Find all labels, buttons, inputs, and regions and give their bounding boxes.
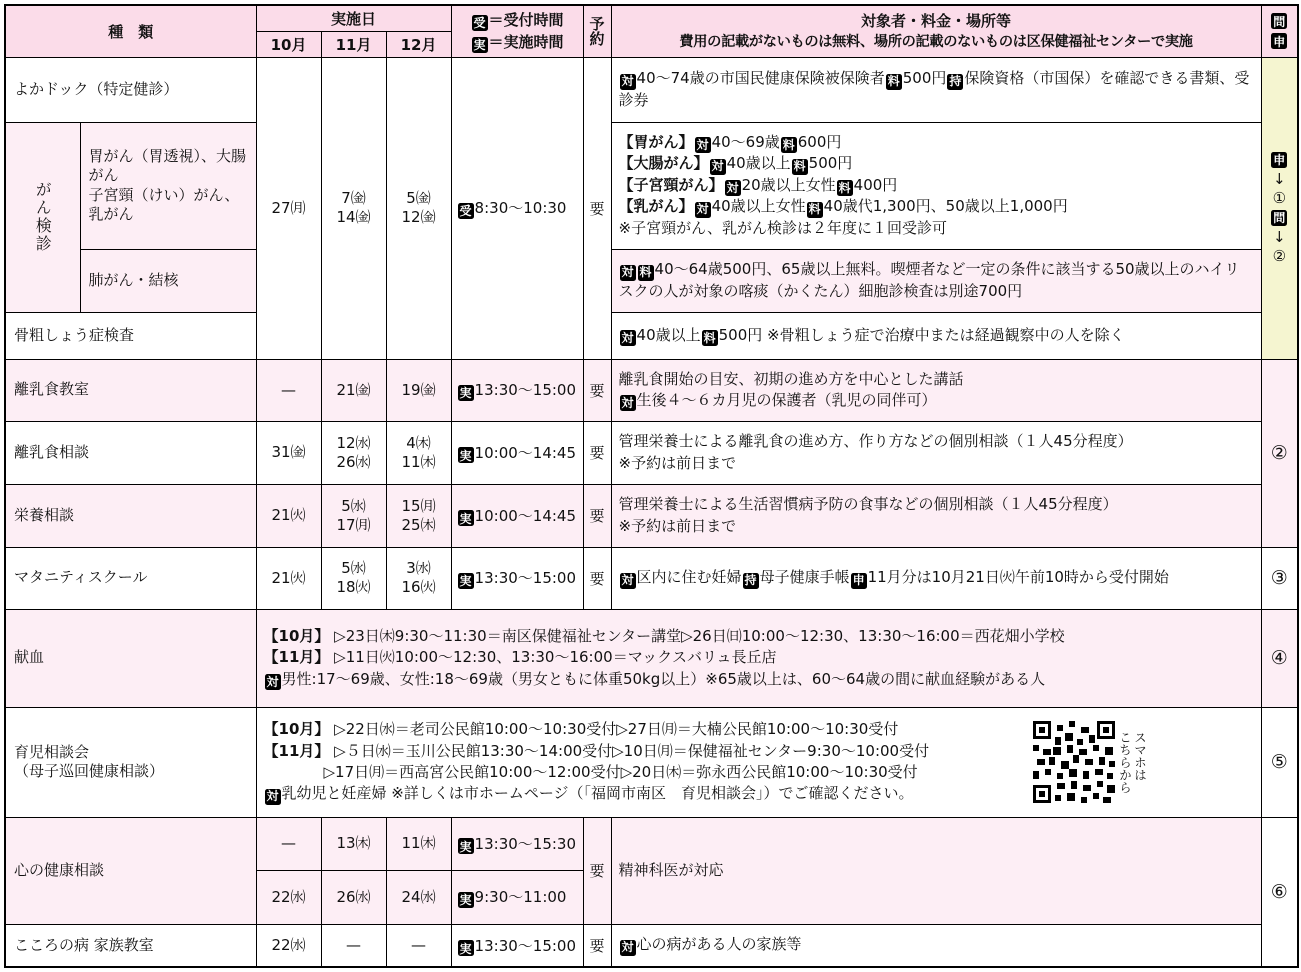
row-yokadock bbox=[5, 57, 1298, 122]
mental-health-b-oct: 22㈬ bbox=[256, 870, 321, 924]
mental-health-label: 心の健康相談 bbox=[5, 817, 256, 924]
header-type-col: 種 類 bbox=[5, 5, 256, 57]
family-class-oct: 22㈬ bbox=[256, 924, 321, 967]
cancer-stomach-label: 胃がん（胃透視）、大腸がん 子宮頸（けい）がん、乳がん bbox=[80, 122, 256, 249]
babyfood-consult-oct: 31㈮ bbox=[256, 421, 321, 484]
cancer-group-label: がん検診 bbox=[5, 122, 80, 312]
cancer-lung-label: 肺がん・結核 bbox=[80, 249, 256, 312]
row-maternity-school bbox=[5, 547, 1298, 609]
block1-reserve: 要 bbox=[583, 57, 611, 359]
nutrition-reserve: 要 bbox=[583, 484, 611, 547]
row-osteoporosis bbox=[5, 312, 1298, 359]
ref-number-1: ① bbox=[1272, 189, 1287, 207]
row-childcare-consult bbox=[5, 707, 1298, 817]
ref-3: ③ bbox=[1261, 547, 1298, 609]
babyfood-class-label: 離乳食教室 bbox=[5, 359, 256, 421]
row-babyfood-class bbox=[5, 359, 1298, 421]
mental-health-a-time: 実 13:30〜15:30 bbox=[451, 817, 583, 870]
block1-date-nov: 7㈮ 14㈮ bbox=[321, 57, 386, 359]
row-nutrition-consult bbox=[5, 484, 1298, 547]
mental-health-a-oct: — bbox=[256, 817, 321, 870]
mental-health-reserve: 要 bbox=[583, 817, 611, 924]
osteoporosis-detail: 対 40歳以上 料 500円 ※骨粗しょう症で治療中または経過観察中の人を除く bbox=[611, 312, 1261, 359]
osteoporosis-label: 骨粗しょう症検査 bbox=[5, 312, 256, 359]
maternity-nov: 5㈬ 18㈫ bbox=[321, 547, 386, 609]
family-class-time: 実 13:30〜15:00 bbox=[451, 924, 583, 967]
childcare-label: 育児相談会 （母子巡回健康相談） bbox=[5, 707, 256, 817]
babyfood-class-oct: — bbox=[256, 359, 321, 421]
schedule-table bbox=[4, 4, 1299, 968]
header-month-dec: 12月 bbox=[386, 31, 451, 57]
header-month-oct: 10月 bbox=[256, 31, 321, 57]
babyfood-class-time: 実 13:30〜15:00 bbox=[451, 359, 583, 421]
cancer-lung-detail: 対 料 40〜64歳500円、65歳以上無料。喫煙者など一定の条件に該当する50歳以上のハイリスクの人が対象の喀痰（かくたん）細胞診検査は別途700円 bbox=[611, 249, 1261, 312]
header-target-note: 費用の記載がないものは無料、場所の記載のないものは区保健福祉センターで実施 bbox=[679, 33, 1193, 50]
nutrition-label: 栄養相談 bbox=[5, 484, 256, 547]
family-class-dec: — bbox=[386, 924, 451, 967]
header-date-col: 実施日 bbox=[256, 5, 451, 31]
block1-ref bbox=[1261, 57, 1298, 359]
ref-4: ④ bbox=[1261, 609, 1298, 707]
down-arrow-icon: ↓ bbox=[1273, 228, 1286, 246]
mental-health-a-nov: 13㈭ bbox=[321, 817, 386, 870]
mental-health-a-dec: 11㈭ bbox=[386, 817, 451, 870]
row-mental-health-a bbox=[5, 817, 1298, 870]
row-lung-cancer bbox=[5, 249, 1298, 312]
nutrition-oct: 21㈫ bbox=[256, 484, 321, 547]
down-arrow-icon: ↓ bbox=[1273, 170, 1286, 188]
header-time-legend: 受 ＝受付時間 実 ＝実施時間 bbox=[451, 5, 583, 57]
qr-caption: スマホは こちらから bbox=[1117, 730, 1148, 794]
nutrition-dec: 15㈪ 25㈭ bbox=[386, 484, 451, 547]
apply-icon: 申 bbox=[1273, 34, 1286, 49]
row-babyfood-consult bbox=[5, 421, 1298, 484]
header-inquiry-col bbox=[1261, 5, 1298, 57]
block1-date-oct: 27㈪ bbox=[256, 57, 321, 359]
maternity-detail: 対 区内に住む妊婦 持 母子健康手帳 申 11月分は10月21日㈫午前10時から受付開始 bbox=[611, 547, 1261, 609]
babyfood-consult-time: 実 10:00〜14:45 bbox=[451, 421, 583, 484]
header-month-nov: 11月 bbox=[321, 31, 386, 57]
block1-date-dec: 5㈮ 12㈮ bbox=[386, 57, 451, 359]
maternity-label: マタニティスクール bbox=[5, 547, 256, 609]
row-cancer-screening bbox=[5, 122, 1298, 249]
row-blood-donation bbox=[5, 609, 1298, 707]
cancer-stomach-detail: 【胃がん】 対 40〜69歳 料 600円 【大腸がん】 対 40歳以上 料 500円 【子宮頸がん】 対 20歳以上女性 料 400円 【乳がん】 対 40歳以上女性 料 40歳代1,300円、50歳以上1,000円 ※子宮頸がん、乳がん検診は２年度に１回受診可 bbox=[611, 122, 1261, 249]
babyfood-consult-label: 離乳食相談 bbox=[5, 421, 256, 484]
ref-5: ⑤ bbox=[1261, 707, 1298, 817]
mental-health-b-time: 実 9:30〜11:00 bbox=[451, 870, 583, 924]
blood-donation-detail: 【10月】 ▷23日㈭9:30〜11:30＝南区保健福祉センター講堂▷26日㈰10:00〜12:30、13:30〜16:00＝西花畑小学校 【11月】 ▷11日㈫10:00〜12:30、13:30〜16:00＝マックスバリュ長丘店 対 男性:17〜69歳、女性:18〜69歳（男女ともに体重50kg以上）※65歳以上は、60〜64歳の間に献血経験がある人 bbox=[256, 609, 1261, 707]
header-target-title: 対象者・料金・場所等 bbox=[861, 11, 1012, 30]
blood-donation-label: 献血 bbox=[5, 609, 256, 707]
mental-health-detail: 精神科医が対応 bbox=[611, 817, 1261, 924]
yokadock-label: よかドック（特定健診） bbox=[5, 57, 256, 122]
row-family-class bbox=[5, 924, 1298, 967]
maternity-reserve: 要 bbox=[583, 547, 611, 609]
maternity-oct: 21㈫ bbox=[256, 547, 321, 609]
ref-2: ② bbox=[1261, 359, 1298, 547]
inquiry-icon: 問 bbox=[1273, 211, 1286, 225]
family-class-nov: — bbox=[321, 924, 386, 967]
family-class-label: こころの病 家族教室 bbox=[5, 924, 256, 967]
inquiry-icon: 問 bbox=[1273, 14, 1286, 29]
babyfood-consult-detail: 管理栄養士による離乳食の進め方、作り方などの個別相談（１人45分程度） ※予約は前日まで bbox=[611, 421, 1261, 484]
babyfood-consult-dec: 4㈭ 11㈭ bbox=[386, 421, 451, 484]
header-target-col bbox=[611, 5, 1261, 57]
apply-icon: 申 bbox=[1273, 153, 1286, 167]
ref-number-2: ② bbox=[1272, 247, 1287, 265]
maternity-time: 実 13:30〜15:00 bbox=[451, 547, 583, 609]
babyfood-class-nov: 21㈮ bbox=[321, 359, 386, 421]
ref-6: ⑥ bbox=[1261, 817, 1298, 967]
mental-health-b-dec: 24㈬ bbox=[386, 870, 451, 924]
childcare-detail-cell bbox=[256, 707, 1261, 817]
block1-time: 受 8:30〜10:30 bbox=[451, 57, 583, 359]
family-class-reserve: 要 bbox=[583, 924, 611, 967]
family-class-detail: 対 心の病がある人の家族等 bbox=[611, 924, 1261, 967]
babyfood-class-reserve: 要 bbox=[583, 359, 611, 421]
header-reserve-col: 予約 bbox=[583, 5, 611, 57]
childcare-detail-text: 【10月】 ▷22日㈬＝老司公民館10:00〜10:30受付▷27日㈪＝大楠公民館10:00〜10:30受付 【11月】 ▷５日㈬＝玉川公民館13:30〜14:00受付▷10日㈪＝保健福祉センター9:30〜10:00受付 ▷17日㈪＝西高宮公民館10:00〜12:00受付▷20日㈭＝弥永西公民館10:00〜10:30受付 対 乳幼児と妊産婦 ※詳しくは市ホームページ（「福岡市南区 育児相談会」）でご確認ください。 bbox=[263, 720, 930, 804]
babyfood-consult-reserve: 要 bbox=[583, 421, 611, 484]
qr-code bbox=[1033, 721, 1115, 803]
mental-health-b-nov: 26㈬ bbox=[321, 870, 386, 924]
maternity-dec: 3㈬ 16㈫ bbox=[386, 547, 451, 609]
nutrition-detail: 管理栄養士による生活習慣病予防の食事などの個別相談（１人45分程度） ※予約は前日まで bbox=[611, 484, 1261, 547]
nutrition-time: 実 10:00〜14:45 bbox=[451, 484, 583, 547]
nutrition-nov: 5㈬ 17㈪ bbox=[321, 484, 386, 547]
babyfood-class-dec: 19㈮ bbox=[386, 359, 451, 421]
babyfood-class-detail: 離乳食開始の目安、初期の進め方を中心とした講話 対 生後４〜６カ月児の保護者（乳児の同伴可） bbox=[611, 359, 1261, 421]
babyfood-consult-nov: 12㈬ 26㈬ bbox=[321, 421, 386, 484]
yokadock-detail: 対 40〜74歳の市国民健康保険被保険者 料 500円 持 保険資格（市国保）を確認できる書類、受診券 bbox=[611, 57, 1261, 122]
